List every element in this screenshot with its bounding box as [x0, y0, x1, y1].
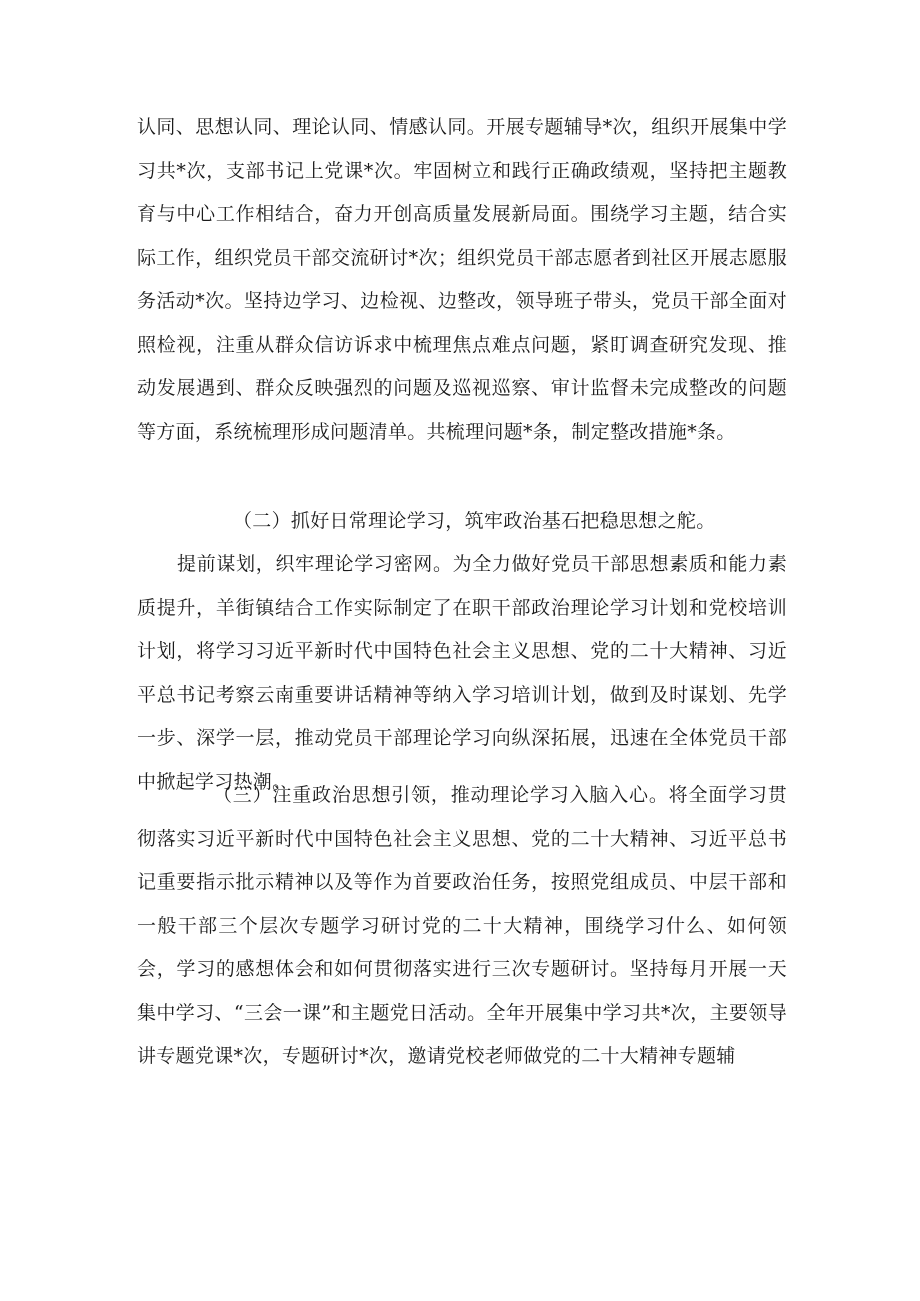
body-paragraph: 提前谋划，织牢理论学习密网。为全力做好党员干部思想素质和能力素质提升，羊街镇结合工作实际制定了在职干部政治理论学习计划和党校培训计划，将学习习近平新时代中国特色社会主义思想、党的二十大精神、习近平总书记考察云南重要讲话精神等纳入学习培训计划，做到及时谋划、先学一步、深学一层，推动党员干部理论学习向纵深拓展，迅速在全体党员干部中掀起学习热潮。 — [137, 553, 787, 793]
section-heading-2: （二）抓好日常理论学习，筑牢政治基石把稳思想之舵。 — [233, 510, 716, 532]
body-paragraph: （三）注重政治思想引领，推动理论学习入脑入心。将全面学习贯彻落实习近平新时代中国特色社会主义思想、党的二十大精神、习近平总书记重要指示批示精神以及等作为首要政治任务，按照党组成员、中层干部和一般干部三个层次专题学习研讨党的二十大精神，围绕学习什么、如何领会，学习的感想体会和如何贯彻落实进行三次专题研讨。坚持每月开展一天集中学习、“三会一课”和主题党日活动。全年开展集中学习共*次，主要领导讲专题党课*次，专题研讨*次，邀请党校老师做党的二十大精神专题辅 — [137, 784, 787, 1067]
body-paragraph: 认同、思想认同、理论认同、情感认同。开展专题辅导*次，组织开展集中学习共*次，支部书记上党课*次。牢固树立和践行正确政绩观，坚持把主题教育与中心工作相结合，奋力开创高质量发展新局面。围绕学习主题，结合实际工作，组织党员干部交流研讨*次；组织党员干部志愿者到社区开展志愿服务活动*次。坚持边学习、边检视、边整改，领导班子带头，党员干部全面对照检视，注重从群众信访诉求中梳理焦点难点问题，紧盯调查研究发现、推动发展遇到、群众反映强烈的问题及巡视巡察、审计监督未完成整改的问题等方面，系统梳理形成问题清单。共梳理问题*条，制定整改措施*条。 — [137, 116, 787, 443]
